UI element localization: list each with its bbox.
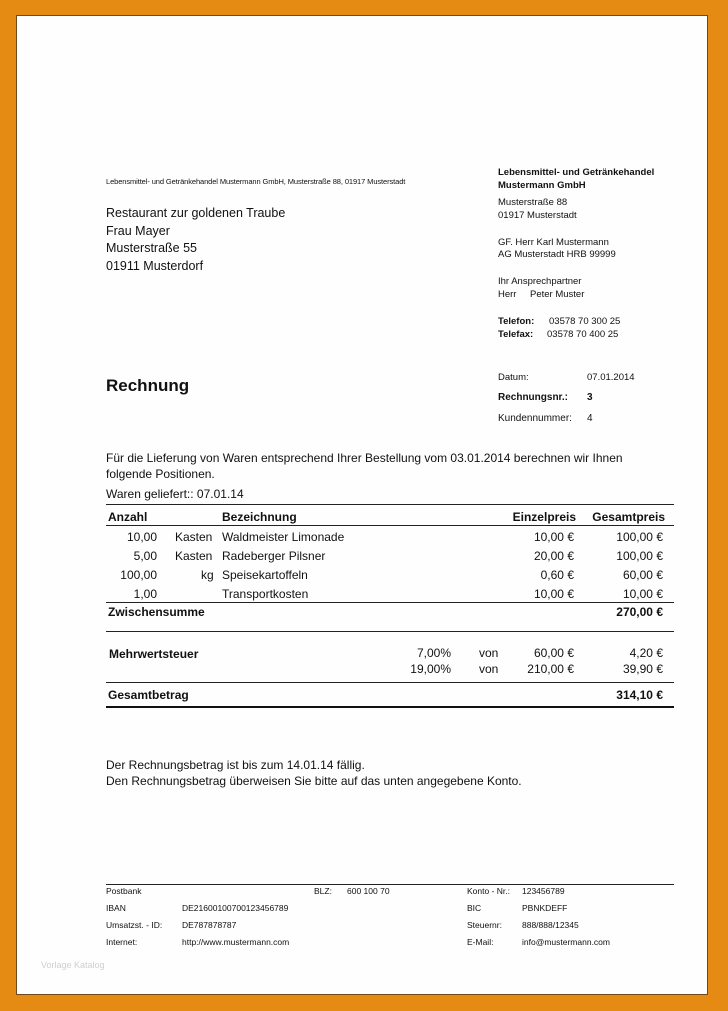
table-top-rule xyxy=(106,504,674,505)
row-total: 100,00 € xyxy=(616,549,663,563)
footer-rule xyxy=(106,884,674,885)
blz-value: 600 100 70 xyxy=(347,886,390,896)
account-label: Konto - Nr.: xyxy=(467,886,510,896)
iban-value: DE21600100700123456789 xyxy=(182,903,289,913)
internet-label: Internet: xyxy=(106,937,138,947)
subtotal-row xyxy=(17,605,707,623)
vat-amount: 4,20 € xyxy=(629,646,663,660)
internet-link[interactable]: http://www.mustermann.com xyxy=(182,937,290,947)
header-unit-price: Einzelpreis xyxy=(512,510,576,524)
bic-value: PBNKDEFF xyxy=(522,903,568,913)
recipient-name: Restaurant zur goldenen Traube xyxy=(106,206,286,220)
row-qty: 10,00 xyxy=(126,530,157,544)
vat-label: Mehrwertsteuer xyxy=(109,647,199,661)
watermark: Vorlage Katalog xyxy=(41,960,105,970)
subtotal-label: Zwischensumme xyxy=(108,605,205,619)
recipient-city: 01911 Musterdorf xyxy=(106,258,204,273)
email-link[interactable]: info@mustermann.com xyxy=(522,937,610,947)
vat-row xyxy=(17,662,707,680)
contact-name: Peter Muster xyxy=(530,289,585,300)
row-unit-price: 10,00 € xyxy=(533,530,574,544)
header-total: Gesamtpreis xyxy=(592,510,665,524)
due-date-line: Der Rechnungsbetrag ist bis zum 14.01.14 fällig. xyxy=(106,758,365,772)
transfer-line: Den Rechnungsbetrag überweisen Sie bitte auf das unten angegebene Konto. xyxy=(106,774,522,788)
vat-id-value: DE787878787 xyxy=(182,920,237,930)
fax-label: Telefax: xyxy=(498,329,534,340)
account-value: 123456789 xyxy=(522,886,565,896)
row-total: 10,00 € xyxy=(622,587,663,601)
recipient-street: Musterstraße 55 xyxy=(106,241,198,255)
contact-label: Ihr Ansprechpartner xyxy=(498,276,582,287)
intro-line-1: Für die Lieferung von Waren entsprechend Ihrer Bestellung vom 03.01.2014 berechnen wir Ihnen xyxy=(106,451,623,465)
grand-total-value: 314,10 € xyxy=(616,688,663,702)
recipient-contact: Frau Mayer xyxy=(106,223,170,238)
row-unit: Kasten xyxy=(175,530,213,544)
row-unit-price: 20,00 € xyxy=(533,549,574,563)
grand-total-row xyxy=(17,688,707,706)
vat-id-label: Umsatzst. - ID: xyxy=(106,920,163,930)
row-qty: 1,00 xyxy=(133,587,157,601)
customer-number-value: 4 xyxy=(587,413,593,424)
table-row xyxy=(17,549,707,567)
subtotal-value: 270,00 € xyxy=(616,605,663,619)
tax-number-value: 888/888/12345 xyxy=(522,920,579,930)
row-desc: Waldmeister Limonade xyxy=(222,530,345,544)
delivery-date: Waren geliefert:: 07.01.14 xyxy=(106,487,244,501)
table-row xyxy=(17,568,707,586)
vat-rate: 7,00% xyxy=(416,646,451,660)
blz-label: BLZ: xyxy=(314,886,332,896)
vat-base: 60,00 € xyxy=(533,646,574,660)
vat-rate: 19,00% xyxy=(410,662,451,676)
company-city: 01917 Musterstadt xyxy=(498,210,577,221)
header-rule xyxy=(106,525,674,526)
contact-title: Herr xyxy=(498,289,517,300)
grand-total-label: Gesamtbetrag xyxy=(108,688,189,702)
subtotal-rule xyxy=(106,631,674,632)
row-desc: Speisekartoffeln xyxy=(222,568,308,582)
bic-label: BIC xyxy=(467,903,482,913)
phone-label: Telefon: xyxy=(498,316,535,327)
table-row xyxy=(17,530,707,548)
date-value: 07.01.2014 xyxy=(587,372,635,383)
email-label: E-Mail: xyxy=(467,937,494,947)
bank-name: Postbank xyxy=(106,886,142,896)
row-unit-price: 10,00 € xyxy=(533,587,574,601)
header-desc: Bezeichnung xyxy=(222,510,297,524)
vat-von: von xyxy=(479,662,499,676)
items-rule xyxy=(106,602,674,603)
invoice-number-label: Rechnungsnr.: xyxy=(498,392,569,403)
company-name-line2: Mustermann GmbH xyxy=(498,180,586,191)
customer-number-label: Kundennummer: xyxy=(498,413,572,424)
company-name-line1: Lebensmittel- und Getränkehandel xyxy=(498,167,655,178)
row-total: 100,00 € xyxy=(616,530,663,544)
row-total: 60,00 € xyxy=(622,568,663,582)
header-qty: Anzahl xyxy=(108,510,148,524)
date-label: Datum: xyxy=(498,372,529,383)
row-unit-price: 0,60 € xyxy=(540,568,574,582)
vat-rule xyxy=(106,682,674,683)
row-qty: 100,00 xyxy=(120,568,157,582)
row-unit: kg xyxy=(201,568,214,582)
grand-total-rule xyxy=(106,706,674,708)
company-register: AG Musterstadt HRB 99999 xyxy=(498,249,616,260)
vat-base: 210,00 € xyxy=(527,662,574,676)
company-gf: GF. Herr Karl Mustermann xyxy=(498,237,609,248)
company-street: Musterstraße 88 xyxy=(498,197,568,208)
phone-value: 03578 70 300 25 xyxy=(549,316,621,327)
row-desc: Radeberger Pilsner xyxy=(222,549,326,563)
invoice-number-value: 3 xyxy=(587,392,593,403)
recipient-address xyxy=(106,205,285,275)
fax-value: 03578 70 400 25 xyxy=(547,329,619,340)
row-unit: Kasten xyxy=(175,549,213,563)
iban-label: IBAN xyxy=(106,903,126,913)
row-desc: Transportkosten xyxy=(222,587,309,601)
invoice-page xyxy=(16,15,708,995)
sender-return-line: Lebensmittel- und Getränkehandel Mustermann GmbH, Musterstraße 88, 01917 Musterstadt xyxy=(106,177,406,186)
tax-number-label: Steuernr: xyxy=(467,920,502,930)
vat-von: von xyxy=(479,646,499,660)
document-title: Rechnung xyxy=(106,376,190,395)
row-qty: 5,00 xyxy=(133,549,157,563)
intro-line-2: folgende Positionen. xyxy=(106,467,215,481)
vat-amount: 39,90 € xyxy=(622,662,663,676)
